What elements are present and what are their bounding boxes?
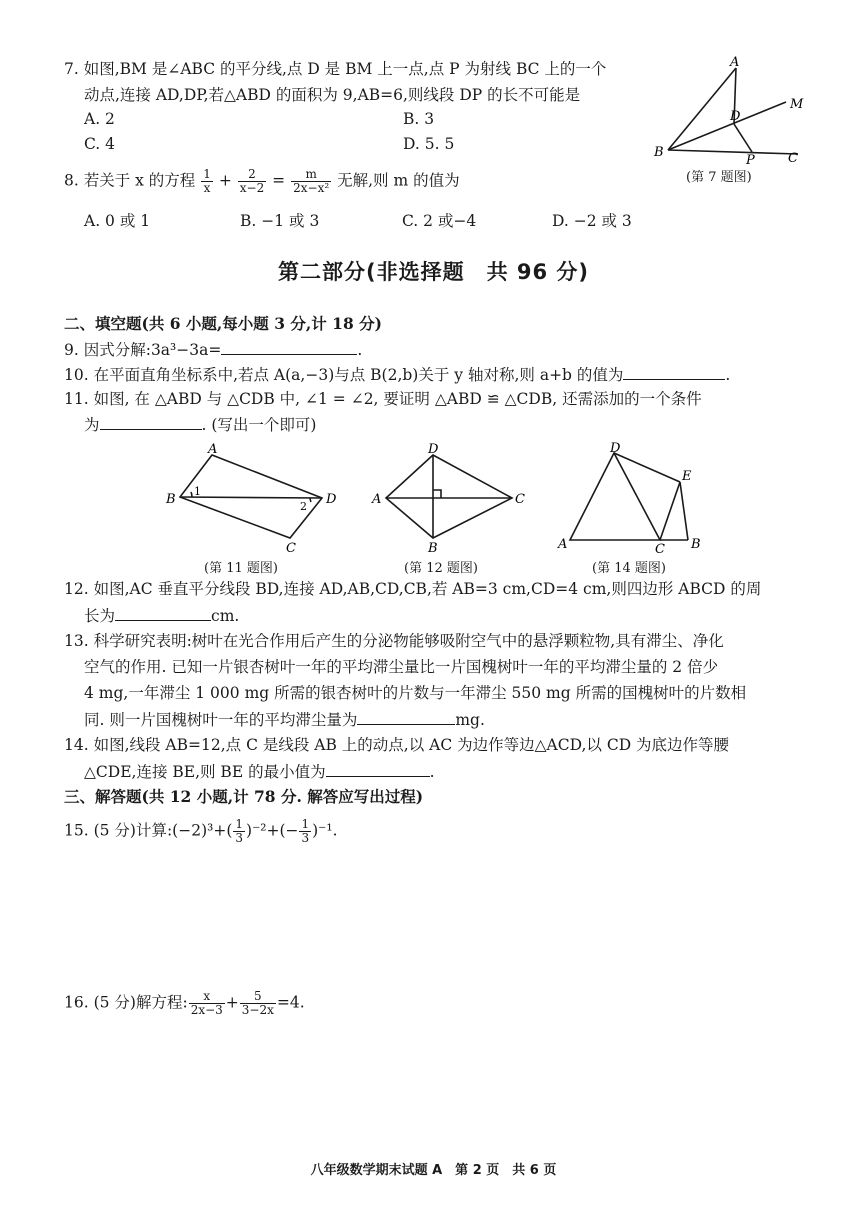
q9: 9. 因式分解:3a³−3a= . (64, 338, 362, 361)
q16: 16. (5 分)解方程: $\frac{x}{2x-3}$ + $\frac{5}{3-2x}$ =4. (64, 989, 305, 1017)
q8-option-b: B. −1 或 3 (240, 212, 320, 230)
q8-equation: 8. 若关于 x 的方程 $\frac{1}{x}$ + $\frac{2}{x-2}$ = $\frac{m}{\text{2x−x²}}$ 无解,则 m 的值为 (64, 167, 460, 195)
fig14-caption: (第 14 题图) (592, 561, 666, 576)
fig14-label-e: E (682, 469, 692, 484)
part2-title: 第二部分(非选择题 共 96 分) (277, 260, 590, 284)
q8-option-c: C. 2 或−4 (402, 212, 477, 230)
q13-line3: 4 mg,一年滞尘 1 000 mg 所需的银杏树叶的片数与一年滞尘 550 mg 所需的国槐树叶的片数相 (84, 684, 747, 702)
fig7-label-c: C (788, 151, 798, 166)
fig14-label-b: B (691, 537, 701, 552)
q9-answer-blank[interactable] (221, 338, 357, 355)
figure-7 (648, 52, 818, 170)
q7-option-b: B. 3 (403, 110, 435, 128)
q14-line1: 14. 如图,线段 AB=12,点 C 是线段 AB 上的动点,以 AC 为边作等边△ACD,以 CD 为底边作等腰 (64, 736, 730, 754)
q16-fraction-2: $\frac{5}{3-2x}$ (241, 989, 274, 1017)
q15-fraction-1: $\frac{1}{3}$ (235, 817, 244, 845)
q15: 15. (5 分)计算:(−2)³+( $\frac{1}{3}$ )⁻²+(− $\frac{1}{3}$ )⁻¹. (64, 817, 338, 845)
q12-answer-blank[interactable] (115, 604, 211, 621)
q7-option-c: C. 4 (84, 135, 116, 153)
q12-line2: 长为 cm. (84, 604, 239, 627)
q8-option-a: A. 0 或 1 (84, 212, 151, 230)
fig14-label-c: C (655, 542, 665, 557)
figure-14 (552, 440, 722, 558)
q7-line1: 7. 如图,BM 是∠ABC 的平分线,点 D 是 BM 上一点,点 P 为射线 BC 上的一个 (64, 60, 607, 78)
q13-answer-blank[interactable] (357, 708, 455, 725)
q13-line4: 同. 则一片国槐树叶一年的平均滞尘量为 mg. (84, 708, 485, 731)
fig11-label-angle1: 1 (194, 485, 201, 498)
fig7-caption: (第 7 题图) (686, 170, 752, 185)
fig7-label-d: D (730, 109, 741, 124)
fig14-label-a: A (558, 537, 568, 552)
fig7-label-m: M (790, 97, 804, 112)
q7-option-a: A. 2 (84, 110, 115, 128)
q8-suffix: 无解,则 m 的值为 (337, 171, 460, 190)
fig12-caption: (第 12 题图) (404, 561, 478, 576)
q11-line1: 11. 如图, 在 △ABD 与 △CDB 中, ∠1 = ∠2, 要证明 △ABD ≌ △CDB, 还需添加的一个条件 (64, 390, 702, 408)
fig7-label-b: B (654, 145, 664, 160)
fig11-label-b: B (166, 492, 176, 507)
q16-fraction-1: $\frac{x}{2x-3}$ (190, 989, 223, 1017)
page-footer: 八年级数学期末试题 A 第 2 页 共 6 页 (310, 1163, 557, 1178)
fig11-label-c: C (286, 541, 296, 556)
q13-line2: 空气的作用. 已知一片银杏树叶一年的平均滞尘量比一片国槐树叶一年的平均滞尘量的 2 倍少 (84, 658, 719, 676)
q8-prefix: 8. 若关于 x 的方程 (64, 171, 196, 190)
fig11-label-a: A (208, 442, 218, 457)
fig7-label-a: A (730, 55, 740, 70)
q8-fraction-3: $\frac{m}{\text{2x−x²}}$ (293, 167, 330, 195)
fig11-caption: (第 11 题图) (204, 561, 278, 576)
q7-option-d: D. 5. 5 (403, 135, 455, 153)
fig12-label-d: D (428, 442, 439, 457)
q15-fraction-2: $\frac{1}{3}$ (301, 817, 310, 845)
q14-line2: △CDE,连接 BE,则 BE 的最小值为 . (84, 760, 435, 783)
q10: 10. 在平面直角坐标系中,若点 A(a,−3)与点 B(2,b)关于 y 轴对称,则 a+b 的值为 . (64, 363, 730, 386)
fig11-label-d: D (326, 492, 337, 507)
fig7-label-p: P (746, 153, 755, 168)
fig12-label-a: A (372, 492, 382, 507)
q14-answer-blank[interactable] (326, 760, 430, 777)
q11-answer-blank[interactable] (100, 413, 202, 430)
q13-line1: 13. 科学研究表明:树叶在光合作用后产生的分泌物能够吸附空气中的悬浮颗粒物,具有滞尘、净化 (64, 632, 724, 650)
q11-line2: 为 . (写出一个即可) (84, 413, 316, 436)
q12-line1: 12. 如图,AC 垂直平分线段 BD,连接 AD,AB,CD,CB,若 AB=3 cm,CD=4 cm,则四边形 ABCD 的周 (64, 580, 762, 598)
fig11-label-angle2: 2 (300, 500, 307, 513)
q8-fraction-2: $\frac{2}{x-2}$ (239, 167, 265, 195)
q8-option-d: D. −2 或 3 (552, 212, 632, 230)
fig12-label-b: B (428, 541, 438, 556)
answer-section-header: 三、解答题(共 12 小题,计 78 分. 解答应写出过程) (64, 787, 424, 806)
fill-in-header: 二、填空题(共 6 小题,每小题 3 分,计 18 分) (64, 314, 382, 333)
q10-answer-blank[interactable] (623, 363, 725, 380)
figure-12 (366, 440, 536, 558)
figure-11 (160, 440, 350, 558)
fig12-label-c: C (515, 492, 525, 507)
fig14-label-d: D (610, 441, 621, 456)
q8-fraction-1: $\frac{1}{x}$ (203, 167, 211, 195)
q7-line2: 动点,连接 AD,DP,若△ABD 的面积为 9,AB=6,则线段 DP 的长不可能是 (84, 86, 581, 104)
